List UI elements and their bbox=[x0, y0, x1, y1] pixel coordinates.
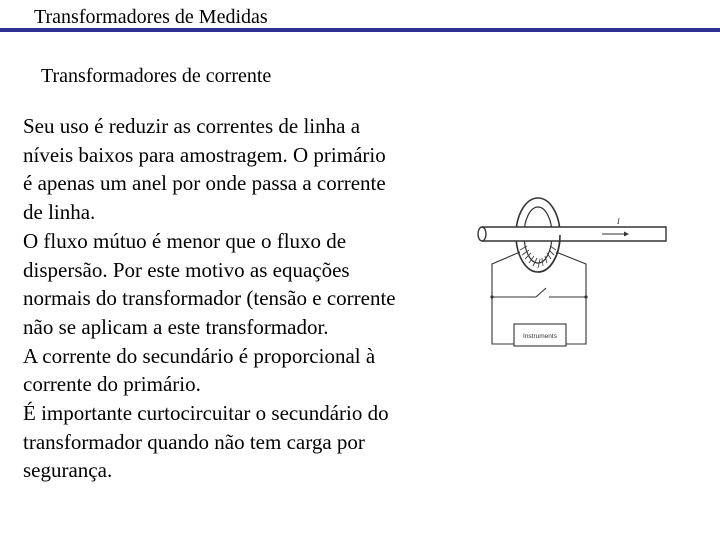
body-line: Seu uso é reduzir as correntes de linha a bbox=[23, 114, 361, 138]
current-transformer-diagram bbox=[474, 192, 676, 354]
body-line: corrente do primário. bbox=[23, 372, 201, 397]
shorting-switch-blade bbox=[536, 288, 546, 297]
body-line: segurança. bbox=[23, 458, 113, 483]
body-line: níveis baixos para amostragem. O primário bbox=[23, 142, 386, 167]
body-line: transformador quando não tem carga por bbox=[23, 429, 365, 454]
slide-title: Transformadores de Medidas bbox=[34, 6, 268, 28]
title-rule bbox=[0, 28, 720, 32]
body-line: A corrente do secundário é proporcional à bbox=[23, 343, 376, 368]
body-line: de linha. bbox=[23, 200, 96, 225]
current-label: I bbox=[617, 217, 620, 226]
body-line: é apenas um anel por onde passa a corrente bbox=[23, 171, 386, 196]
body-text bbox=[23, 112, 463, 485]
body-line: dispersão. Por este motivo as equações bbox=[23, 257, 350, 282]
body-line: não se aplicam a este transformador. bbox=[23, 314, 329, 339]
body-line: O fluxo mútuo é menor que o fluxo de bbox=[23, 228, 347, 253]
body-line: É importante curtocircuitar o secundário do bbox=[23, 401, 389, 426]
section-subtitle: Transformadores de corrente bbox=[41, 65, 272, 87]
instrument-label: Instruments bbox=[523, 333, 557, 340]
primary-conductor bbox=[482, 227, 666, 241]
conductor-end-cap bbox=[478, 227, 486, 241]
body-line: normais do transformador (tensão e corrente bbox=[23, 286, 396, 311]
